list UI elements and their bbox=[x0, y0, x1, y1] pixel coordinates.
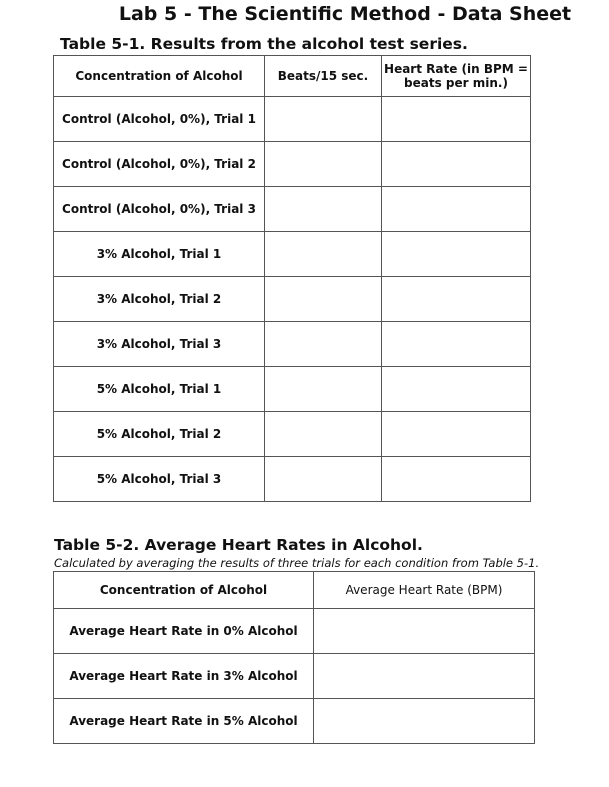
table-row bbox=[54, 412, 531, 457]
header-beats: Beats/15 sec. bbox=[265, 56, 382, 97]
table-row bbox=[54, 277, 531, 322]
header-average-heart-rate: Average Heart Rate (BPM) bbox=[314, 572, 535, 609]
row-label: 3% Alcohol, Trial 1 bbox=[54, 232, 265, 277]
row-label: Control (Alcohol, 0%), Trial 1 bbox=[54, 97, 265, 142]
header-concentration: Concentration of Alcohol bbox=[54, 572, 314, 609]
bpm-cell[interactable] bbox=[382, 457, 531, 502]
table2-subcaption: Calculated by averaging the results of three trials for each condition from Table 5-1. bbox=[54, 556, 540, 570]
header-concentration: Concentration of Alcohol bbox=[54, 56, 265, 97]
table-row bbox=[54, 322, 531, 367]
row-label: 5% Alcohol, Trial 1 bbox=[54, 367, 265, 412]
row-label: Control (Alcohol, 0%), Trial 3 bbox=[54, 187, 265, 232]
bpm-cell[interactable] bbox=[382, 97, 531, 142]
table-row bbox=[54, 97, 531, 142]
row-label: 5% Alcohol, Trial 2 bbox=[54, 412, 265, 457]
beats-cell[interactable] bbox=[265, 142, 382, 187]
row-label: 3% Alcohol, Trial 2 bbox=[54, 277, 265, 322]
beats-cell[interactable] bbox=[265, 187, 382, 232]
table-header-row bbox=[54, 572, 535, 609]
beats-cell[interactable] bbox=[265, 367, 382, 412]
bpm-cell[interactable] bbox=[382, 232, 531, 277]
average-cell[interactable] bbox=[314, 699, 535, 744]
average-cell[interactable] bbox=[314, 654, 535, 699]
row-label: 3% Alcohol, Trial 3 bbox=[54, 322, 265, 367]
beats-cell[interactable] bbox=[265, 97, 382, 142]
row-label: Average Heart Rate in 5% Alcohol bbox=[54, 699, 314, 744]
table-row bbox=[54, 609, 535, 654]
table1-caption: Table 5-1. Results from the alcohol test series. bbox=[60, 35, 468, 53]
table2-caption: Table 5-2. Average Heart Rates in Alcohol. bbox=[54, 536, 423, 554]
row-label: 5% Alcohol, Trial 3 bbox=[54, 457, 265, 502]
table-header-row bbox=[54, 56, 531, 97]
bpm-cell[interactable] bbox=[382, 277, 531, 322]
beats-cell[interactable] bbox=[265, 232, 382, 277]
beats-cell[interactable] bbox=[265, 277, 382, 322]
bpm-cell[interactable] bbox=[382, 187, 531, 232]
table-row bbox=[54, 699, 535, 744]
table-row bbox=[54, 142, 531, 187]
page-title: Lab 5 - The Scientific Method - Data Sheet bbox=[118, 3, 572, 25]
bpm-cell[interactable] bbox=[382, 367, 531, 412]
table-row bbox=[54, 232, 531, 277]
row-label: Average Heart Rate in 3% Alcohol bbox=[54, 654, 314, 699]
bpm-cell[interactable] bbox=[382, 322, 531, 367]
row-label: Control (Alcohol, 0%), Trial 2 bbox=[54, 142, 265, 187]
row-label: Average Heart Rate in 0% Alcohol bbox=[54, 609, 314, 654]
average-cell[interactable] bbox=[314, 609, 535, 654]
beats-cell[interactable] bbox=[265, 457, 382, 502]
beats-cell[interactable] bbox=[265, 322, 382, 367]
average-table bbox=[53, 571, 535, 744]
results-table bbox=[53, 55, 531, 502]
bpm-cell[interactable] bbox=[382, 142, 531, 187]
table-row bbox=[54, 654, 535, 699]
beats-cell[interactable] bbox=[265, 412, 382, 457]
table-row bbox=[54, 457, 531, 502]
header-heart-rate: Heart Rate (in BPM = beats per min.) bbox=[382, 56, 531, 97]
bpm-cell[interactable] bbox=[382, 412, 531, 457]
table-row bbox=[54, 187, 531, 232]
table-row bbox=[54, 367, 531, 412]
